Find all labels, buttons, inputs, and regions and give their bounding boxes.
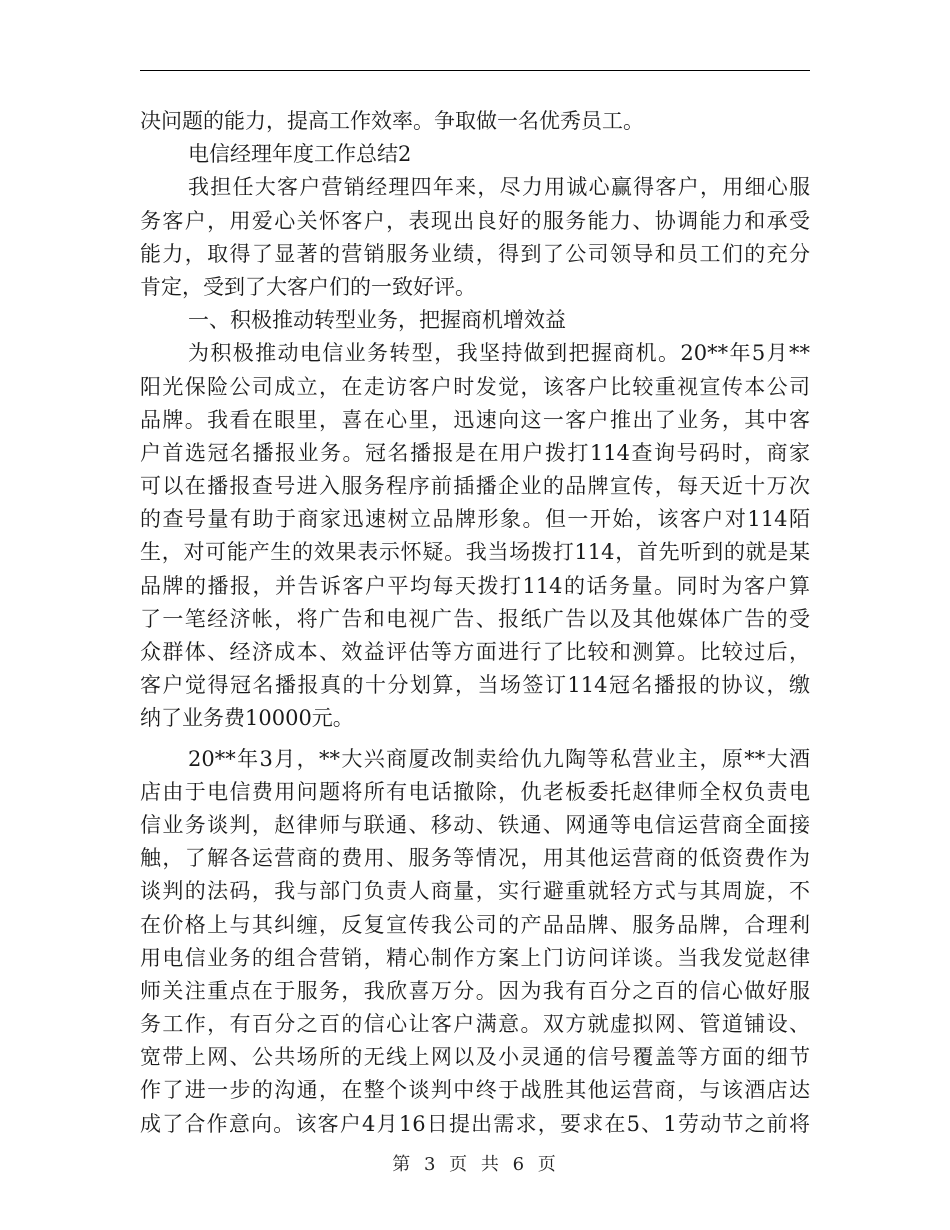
total-page-number: 6 — [512, 1154, 527, 1175]
body-line: 了一笔经济帐，将广告和电视广告、报纸广告以及其他媒体广告的受 — [140, 606, 810, 631]
body-line: 可以在播报查号进入服务程序前插播企业的品牌宣传，每天近十万次 — [140, 474, 810, 499]
body-line: 决问题的能力，提高工作效率。争取做一名优秀员工。 — [140, 109, 644, 133]
body-line: 阳光保险公司成立，在走访客户时发觉，该客户比较重视宣传本公司 — [140, 374, 810, 399]
body-line: 成了合作意向。该客户4月16日提出需求，要求在5、1劳动节之前将 — [140, 1111, 810, 1136]
body-line: 品牌。我看在眼里，喜在心里，迅速向这一客户推出了业务，其中客 — [140, 407, 810, 432]
body-line: 师关注重点在于服务，我欣喜万分。因为我有百分之百的信心做好服 — [140, 978, 810, 1003]
footer-label: 页 — [537, 1154, 558, 1175]
body-line: 务客户，用爱心关怀客户，表现出良好的服务能力、协调能力和承受 — [140, 208, 810, 233]
body-line: 生，对可能产生的效果表示怀疑。我当场拨打114，首先听到的就是某 — [140, 540, 810, 565]
footer-label: 共 — [480, 1154, 501, 1175]
body-line: 的查号量有助于商家迅速树立品牌形象。但一开始，该客户对114陌 — [140, 507, 810, 532]
body-line: 作了进一步的沟通，在整个谈判中终于战胜其他运营商，与该酒店达 — [140, 1078, 810, 1103]
page-footer — [0, 1150, 950, 1176]
body-line: 用电信业务的组合营销，精心制作方案上门访问详谈。当我发觉赵律 — [140, 945, 810, 970]
footer-label: 第 — [392, 1154, 413, 1175]
subsection-heading: 一、积极推动转型业务，把握商机增效益 — [188, 308, 566, 333]
body-line: 众群体、经济成本、效益评估等方面进行了比较和测算。比较过后， — [140, 640, 810, 664]
body-line: 纳了业务费10000元。 — [140, 706, 354, 731]
current-page-number: 3 — [423, 1154, 438, 1175]
footer-label: 页 — [449, 1154, 470, 1175]
body-line: 为积极推动电信业务转型，我坚持做到把握商机。20**年5月** — [188, 341, 810, 366]
body-line: 在价格上与其纠缠，反复宣传我公司的产品品牌、服务品牌，合理利 — [140, 912, 810, 937]
body-line: 店由于电信费用问题将所有电话撤除，仇老板委托赵律师全权负责电 — [140, 779, 810, 804]
document-body — [140, 105, 810, 1141]
body-line: 能力，取得了显著的营销服务业绩，得到了公司领导和员工们的充分 — [140, 241, 810, 266]
body-line: 户首选冠名播报业务。冠名播报是在用户拨打114查询号码时，商家 — [140, 440, 810, 465]
body-line: 肯定，受到了大客户们的一致好评。 — [140, 274, 476, 299]
section-title: 电信经理年度工作总结2 — [188, 142, 412, 167]
body-line: 触，了解各运营商的费用、服务等情况，用其他运营商的低资费作为 — [140, 846, 810, 871]
body-line: 信业务谈判，赵律师与联通、移动、铁通、网通等电信运营商全面接 — [140, 812, 810, 837]
body-line: 品牌的播报，并告诉客户平均每天拨打114的话务量。同时为客户算 — [140, 573, 810, 598]
body-line: 我担任大客户营销经理四年来，尽力用诚心赢得客户，用细心服 — [188, 175, 810, 200]
body-line: 20**年3月，**大兴商厦改制卖给仇九陶等私营业主，原**大酒 — [188, 746, 810, 771]
body-line: 务工作，有百分之百的信心让客户满意。双方就虚拟网、管道铺设、 — [140, 1012, 810, 1037]
body-line: 宽带上网、公共场所的无线上网以及小灵通的信号覆盖等方面的细节 — [140, 1045, 810, 1070]
paragraph-gap — [140, 736, 810, 743]
header-rule — [140, 70, 810, 71]
body-line: 谈判的法码，我与部门负责人商量，实行避重就轻方式与其周旋，不 — [140, 879, 810, 904]
body-line: 客户觉得冠名播报真的十分划算，当场签订114冠名播报的协议，缴 — [140, 673, 810, 698]
